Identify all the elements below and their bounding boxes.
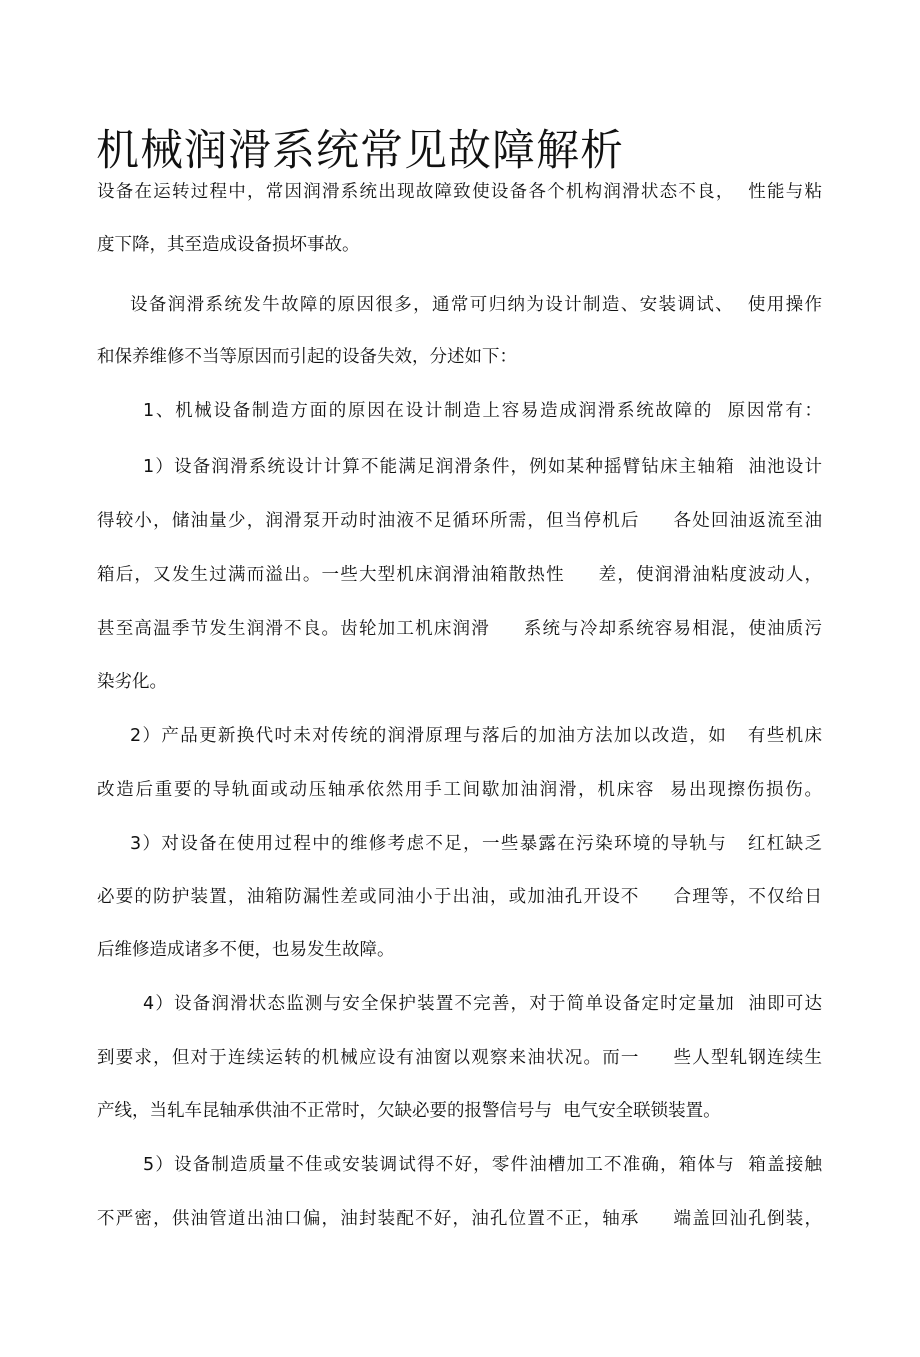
body-text-line: 3）对设备在使用过程中的维修考虑不足，一些暴露在污染环境的导轨与 红杠缺乏 <box>130 834 822 854</box>
body-text-line: 不严密，供油管道出油口偏，油封装配不好，油孔位置不正，轴承 端盖回汕孔倒装， <box>97 1209 822 1229</box>
document-title: 机械润滑系统常见故障解析 <box>96 125 624 176</box>
body-text-line: 染劣化。 <box>97 672 167 692</box>
body-text-line: 设备润滑系统发牛故障的原因很多，通常可归纳为设计制造、安装调试、 使用操作 <box>130 295 822 315</box>
body-text-line: 到要求，但对于连续运转的机械应设有油窗以观察来油状况。而一 些人型轧钢连续生 <box>97 1048 822 1068</box>
body-text-line: 必要的防护装置，油箱防漏性差或同油小于出油，或加油孔开设不 合理等，不仅给日 <box>97 887 822 907</box>
body-text-line: 改造后重要的导轨面或动压轴承依然用手工间歇加油润滑，机床容 易出现擦伤损伤。 <box>97 780 822 800</box>
body-text-line: 甚至高温季节发生润滑不良。齿轮加工机床润滑 系统与冷却系统容易相混，使油质污 <box>97 619 822 639</box>
body-text-line: 1、机械设备制造方面的原因在设计制造上容易造成润滑系统故障的 原因常有： <box>143 401 822 421</box>
body-text-line: 得较小，储油量少，润滑泵开动时油液不足循环所需，但当停机后 各处回油返流至油 <box>97 511 822 531</box>
body-text-line: 设备在运转过程中，常因润滑系统出现故障致使设备各个机构润滑状态不良， 性能与粘 <box>97 182 822 202</box>
body-text-line: 产线，当轧车昆轴承供油不正常时，欠缺必要的报警信号与 电气安全联锁装置。 <box>97 1101 721 1121</box>
body-text-line: 2）产品更新换代吋未对传统的润滑原理与落后的加油方法加以改造，如 有些机床 <box>130 726 822 746</box>
body-text-line: 5）设备制造质量不佳或安装调试得不好，零件油槽加工不准确，箱体与 箱盖接触 <box>143 1155 822 1175</box>
body-text-line: 1）设备润滑系统设计计算不能满足润滑条件，例如某种摇臂钻床主轴箱 油池设计 <box>143 457 822 477</box>
body-text-line: 度下降，其至造成设备损坏事故。 <box>97 235 360 255</box>
body-text-line: 箱后，又发生过满而溢出。一些大型机床润滑油箱散热性 差，使润滑油粘度波动人， <box>97 565 822 585</box>
body-text-line: 和保养维修不当等原因而引起的设备失效，分述如下： <box>97 347 517 367</box>
body-text-line: 后维修造成诸多不便，也易发生故障。 <box>97 940 395 960</box>
body-text-line: 4）设备润滑状态监测与安全保护装置不完善，对于简单设备定时定量加 油即可达 <box>143 994 822 1014</box>
